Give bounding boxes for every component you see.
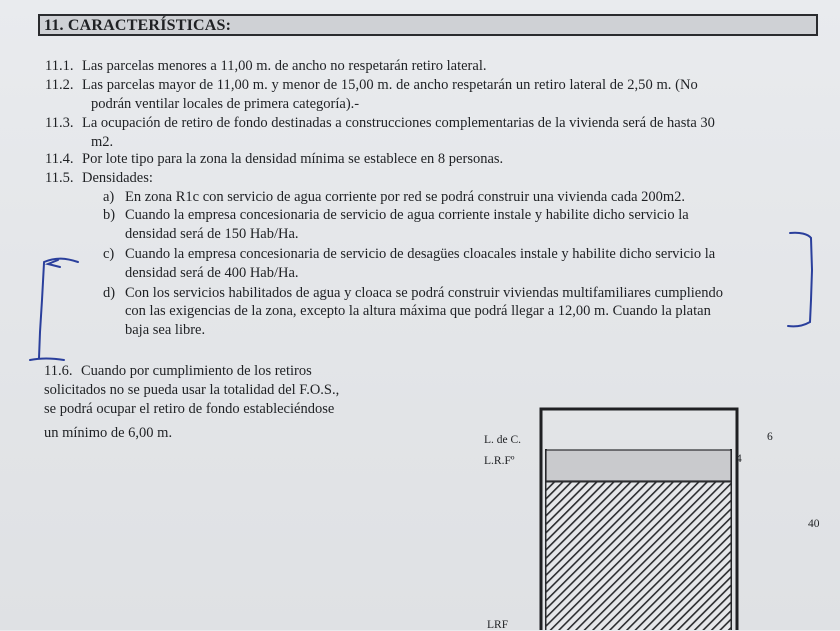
item-number: 11.3. [45, 115, 74, 131]
densidad-d-text: Con los servicios habilitados de agua y cloaca se podrá construir viviendas multifamiliares cumpliendo [125, 285, 723, 301]
item-11-6-text-cont2: se podrá ocupar el retiro de fondo estableciéndose [44, 401, 335, 417]
item-text: Las parcelas menores a 11,00 m. de ancho no respetarán retiro lateral. [82, 58, 487, 74]
item-number: 11.4. [45, 151, 74, 167]
dimension-40: 40 [808, 518, 820, 530]
dimension-6: 6 [767, 431, 773, 443]
item-number: 11.1. [45, 58, 74, 74]
pen-bracket-left [30, 259, 78, 360]
densidad-b-text-cont: densidad será de 150 Hab/Ha. [125, 226, 299, 242]
item-text-cont: m2. [91, 134, 114, 150]
densidad-d-letter: d) [103, 285, 116, 301]
densidad-a-text: En zona R1c con servicio de agua corriente por red se podrá construir una vivienda cada 200m2. [125, 189, 686, 205]
label-linea-de-construccion: L. de C. [484, 434, 522, 446]
item-11-6-number: 11.6. [44, 363, 73, 379]
item-11-6-text-cont3: un mínimo de 6,00 m. [44, 425, 173, 441]
dimension-4: 4 [736, 453, 742, 465]
item-text: Las parcelas mayor de 11,00 m. y menor de 15,00 m. de ancho respetarán un retiro lateral de 2,50 m. (No [82, 77, 698, 93]
densidad-d-text-cont2: baja sea libre. [125, 322, 206, 338]
densidad-c-letter: c) [103, 246, 115, 262]
item-text: La ocupación de retiro de fondo destinadas a construcciones complementarias de la vivienda será de hasta 30 [82, 115, 715, 131]
item-text-cont: podrán ventilar locales de primera categoría).- [91, 96, 360, 112]
section-heading: 11. CARACTERÍSTICAS: [44, 17, 232, 34]
densidad-c-text: Cuando la empresa concesionaria de servicio de desagües cloacales instale y habilite dicho servicio la [125, 246, 716, 262]
densidad-c-text-cont: densidad será de 400 Hab/Ha. [125, 265, 299, 281]
item-number: 11.2. [45, 77, 74, 93]
densidad-b-letter: b) [103, 207, 116, 223]
retiro-band [546, 450, 731, 481]
densidad-b-text: Cuando la empresa concesionaria de servicio de agua corriente instale y habilite dicho servicio la [125, 207, 689, 223]
hatched-area [546, 482, 731, 630]
item-11-6-text: Cuando por cumplimiento de los retiros [81, 363, 312, 379]
label-linea-retiro-fondo-top: L.R.Fº [484, 455, 515, 467]
pen-bracket-right [788, 233, 812, 327]
label-linea-retiro-fondo-bottom: LRF [487, 619, 509, 631]
densidad-d-text-cont: con las exigencias de la zona, excepto la altura máxima que podrá llegar a 12,00 m. Cuando la platan [125, 303, 711, 319]
densidad-a-letter: a) [103, 189, 115, 205]
item-11-6-text-cont: solicitados no se pueda usar la totalidad del F.O.S., [44, 382, 340, 398]
item-text: Densidades: [82, 170, 153, 186]
item-text: Por lote tipo para la zona la densidad mínima se establece en 8 personas. [82, 151, 504, 167]
item-number: 11.5. [45, 170, 74, 186]
